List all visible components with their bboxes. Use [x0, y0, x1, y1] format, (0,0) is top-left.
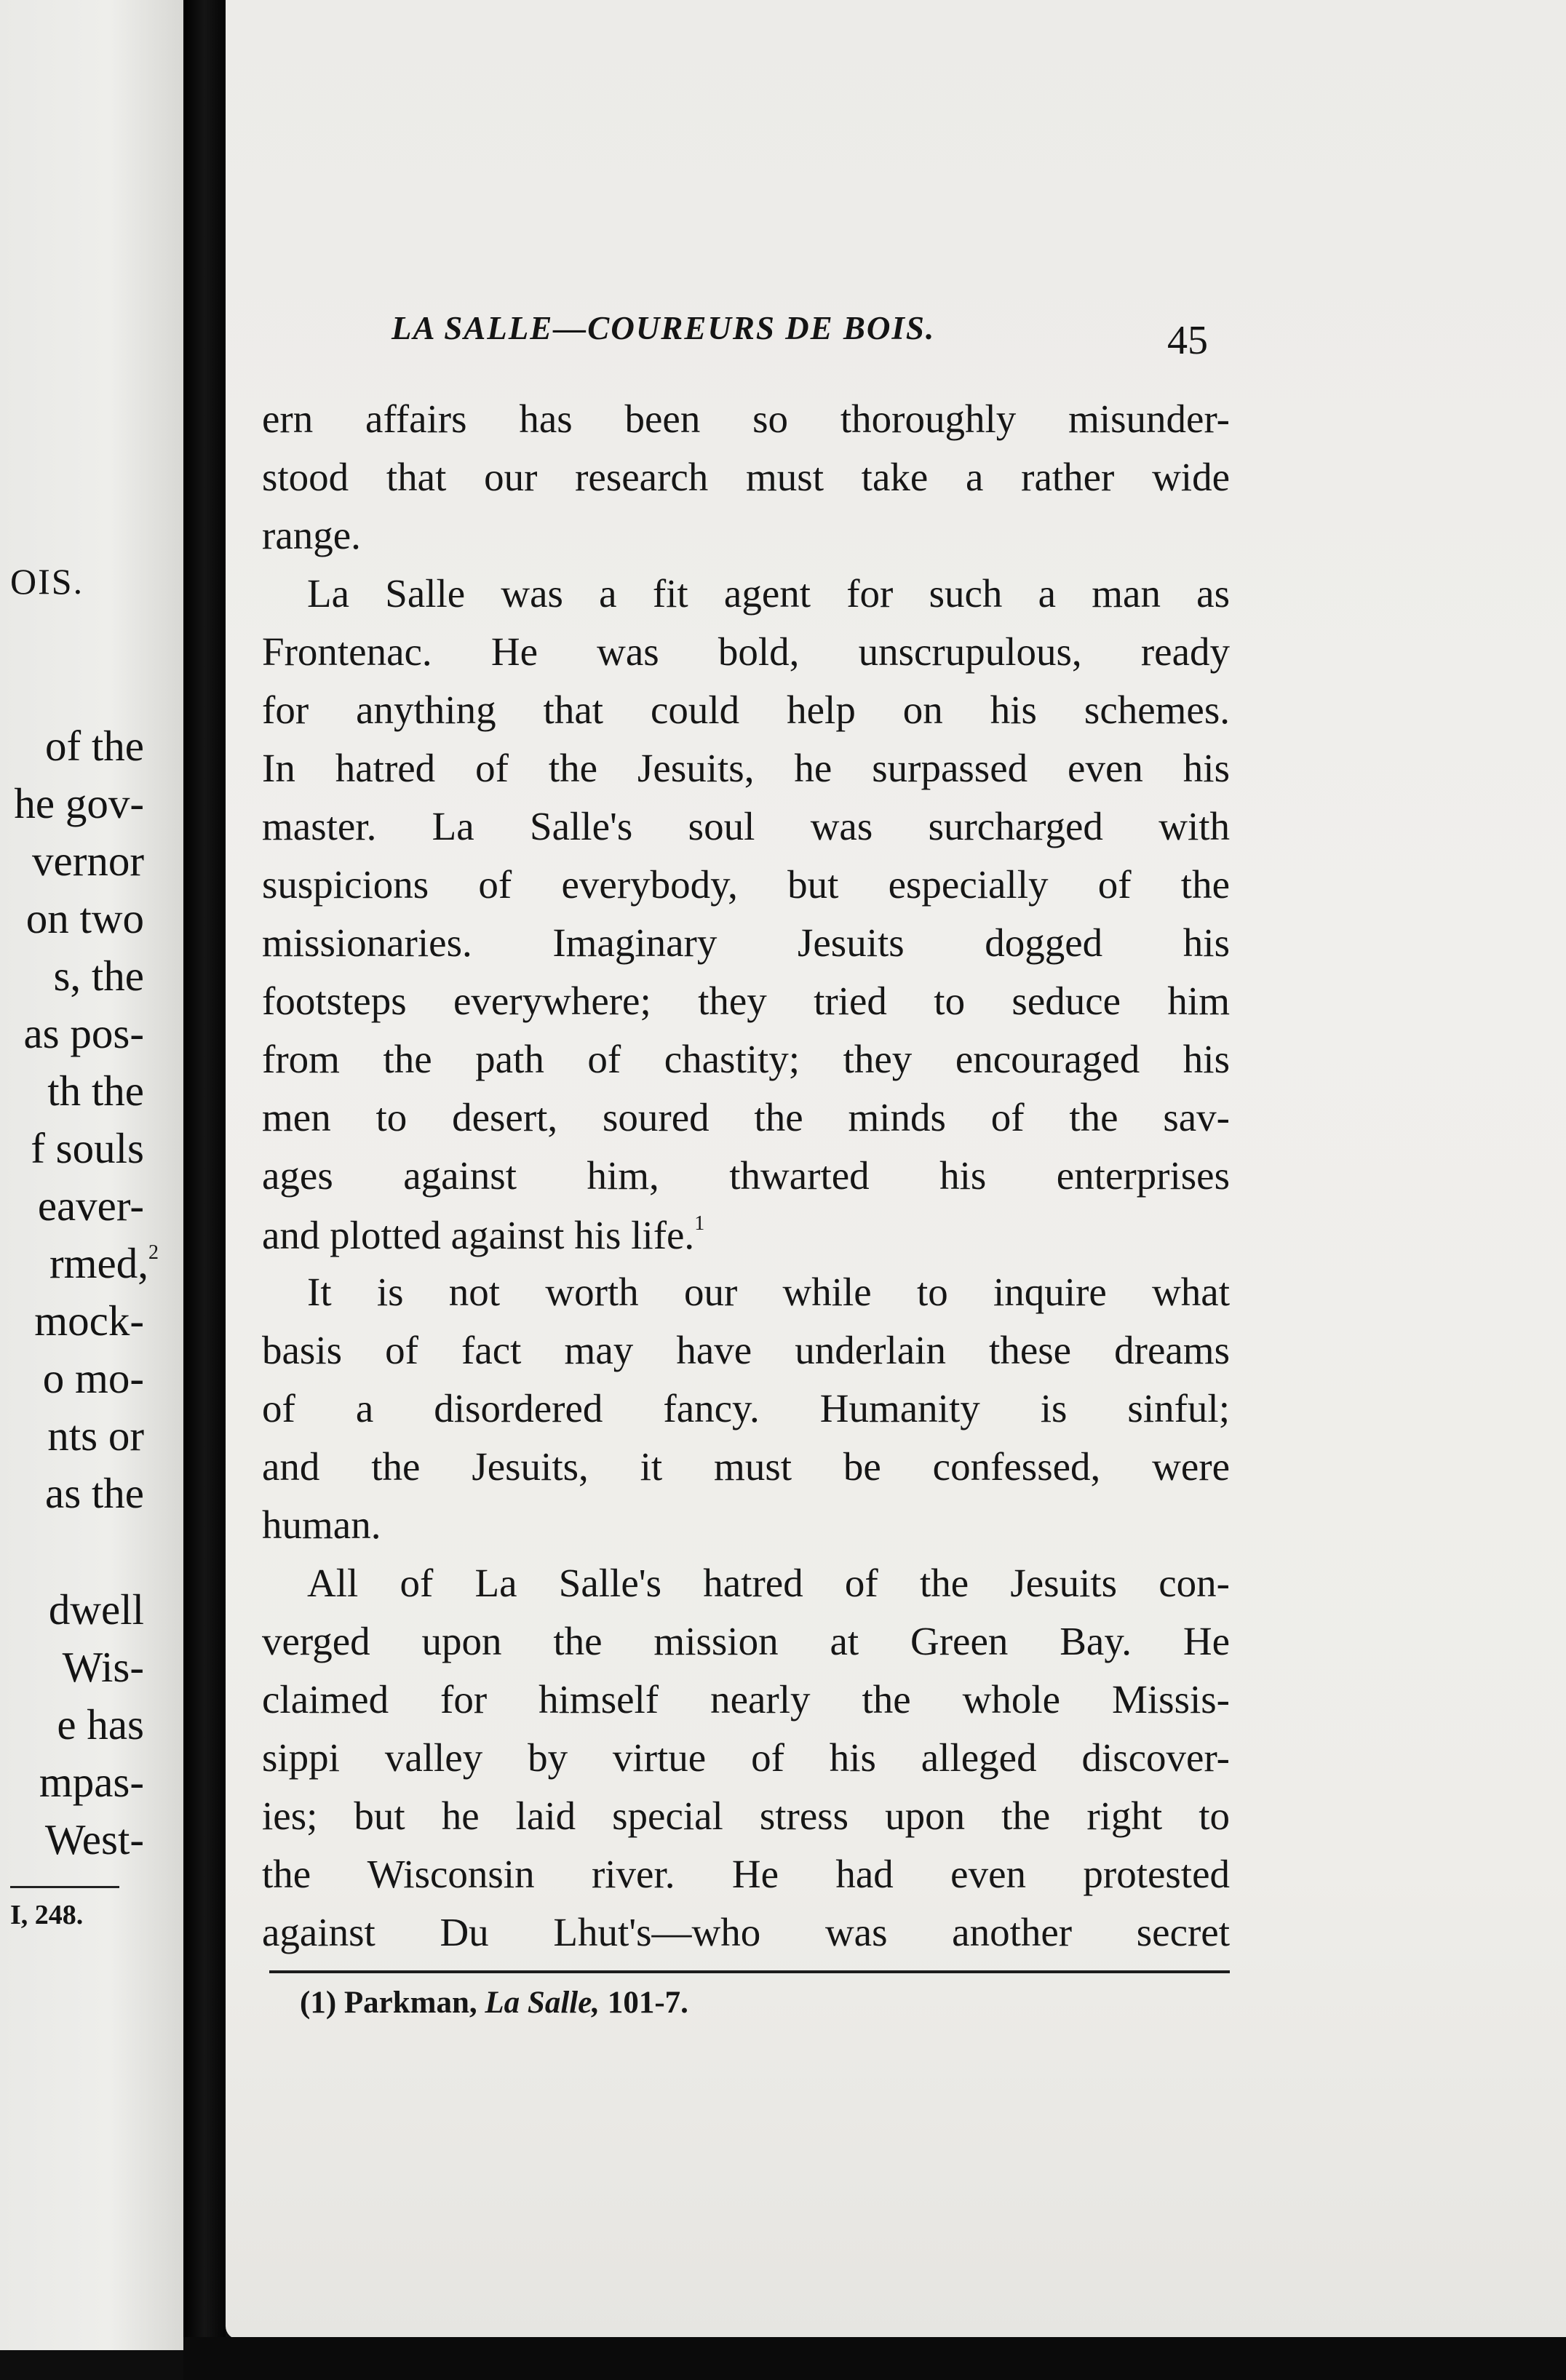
text-line: All of La Salle's hatred of the Jesuits con-	[307, 1561, 1230, 1605]
left-line: o mo-	[42, 1354, 144, 1402]
footnote-work-title: La Salle,	[485, 1986, 600, 2020]
left-line: vernor	[32, 837, 144, 885]
text-line: for anything that could help on his schemes.	[262, 688, 1230, 732]
left-page-text	[0, 0, 183, 2350]
text-line: master. La Salle's soul was surcharged with	[262, 804, 1230, 848]
left-page	[0, 0, 183, 2350]
left-line: he gov-	[14, 779, 144, 827]
footnote-marker: 2	[148, 1241, 159, 1264]
left-line: West-	[44, 1815, 144, 1863]
text-line: ern affairs has been so thoroughly misunder-	[262, 397, 1230, 441]
footnote-label: (1) Parkman,	[300, 1986, 477, 2020]
footnote-rule	[269, 1970, 1230, 1973]
left-line: as pos-	[23, 1009, 144, 1057]
left-line: Wis-	[62, 1643, 144, 1691]
left-line	[49, 1239, 159, 1287]
text-line: La Salle was a fit agent for such a man as	[307, 571, 1230, 616]
page-number: 45	[1167, 318, 1208, 363]
left-line: on two	[25, 894, 144, 942]
text-line: claimed for himself nearly the whole Missis-	[262, 1677, 1230, 1722]
text-line	[262, 1214, 1230, 1272]
text-line: sippi valley by virtue of his alleged discover-	[262, 1735, 1230, 1780]
left-line: e has	[57, 1700, 144, 1748]
left-line: f souls	[31, 1124, 144, 1172]
text-line: of a disordered fancy. Humanity is sinful;	[262, 1386, 1230, 1430]
left-line: eaver-	[37, 1182, 144, 1230]
footnote-marker: 1	[694, 1212, 705, 1235]
book-gutter	[183, 0, 226, 2380]
left-line: of the	[45, 722, 144, 770]
text-line: human.	[262, 1503, 381, 1547]
text-line: suspicions of everybody, but especially of the	[262, 862, 1230, 907]
left-line-text: rmed,	[49, 1239, 148, 1287]
left-running-head-fragment: OIS.	[10, 561, 84, 602]
footnote-pages: 101-7.	[607, 1986, 688, 2020]
page-bottom-shadow	[183, 2337, 1566, 2380]
text-line: men to desert, soured the minds of the sav-	[262, 1095, 1230, 1139]
text-line: ies; but he laid special stress upon the right to	[262, 1794, 1230, 1838]
running-head: LA SALLE—COUREURS DE BOIS.	[392, 310, 936, 346]
left-line: th the	[47, 1067, 144, 1115]
text-line: basis of fact may have underlain these dreams	[262, 1328, 1230, 1372]
left-line: dwell	[48, 1585, 144, 1633]
text-line: ages against him, thwarted his enterprises	[262, 1153, 1230, 1198]
text-line: the Wisconsin river. He had even protested	[262, 1852, 1230, 1896]
text-line: verged upon the mission at Green Bay. He	[262, 1619, 1230, 1663]
left-line: mpas-	[39, 1758, 144, 1806]
left-line: as the	[45, 1469, 144, 1517]
left-line: nts or	[47, 1412, 144, 1460]
text-line: In hatred of the Jesuits, he surpassed even his	[262, 746, 1230, 790]
text-line: and the Jesuits, it must be confessed, were	[262, 1444, 1230, 1489]
left-line: mock-	[34, 1297, 144, 1345]
left-footnote-rule	[10, 1886, 119, 1888]
text-line-content: and plotted against his life.	[262, 1213, 695, 1257]
text-line: from the path of chastity; they encouraged his	[262, 1037, 1230, 1081]
left-footnote-fragment: I, 248.	[10, 1900, 84, 1930]
text-line: Frontenac. He was bold, unscrupulous, ready	[262, 629, 1230, 674]
text-line: missionaries. Imaginary Jesuits dogged his	[262, 920, 1230, 965]
text-line: footsteps everywhere; they tried to seduce him	[262, 979, 1230, 1023]
text-line: against Du Lhut's—who was another secret	[262, 1910, 1230, 1954]
text-line: range.	[262, 513, 361, 557]
text-line: stood that our research must take a rather wide	[262, 455, 1230, 499]
text-line: It is not worth our while to inquire what	[307, 1270, 1230, 1314]
left-line: s, the	[53, 952, 144, 1000]
footnote	[300, 1985, 688, 2021]
